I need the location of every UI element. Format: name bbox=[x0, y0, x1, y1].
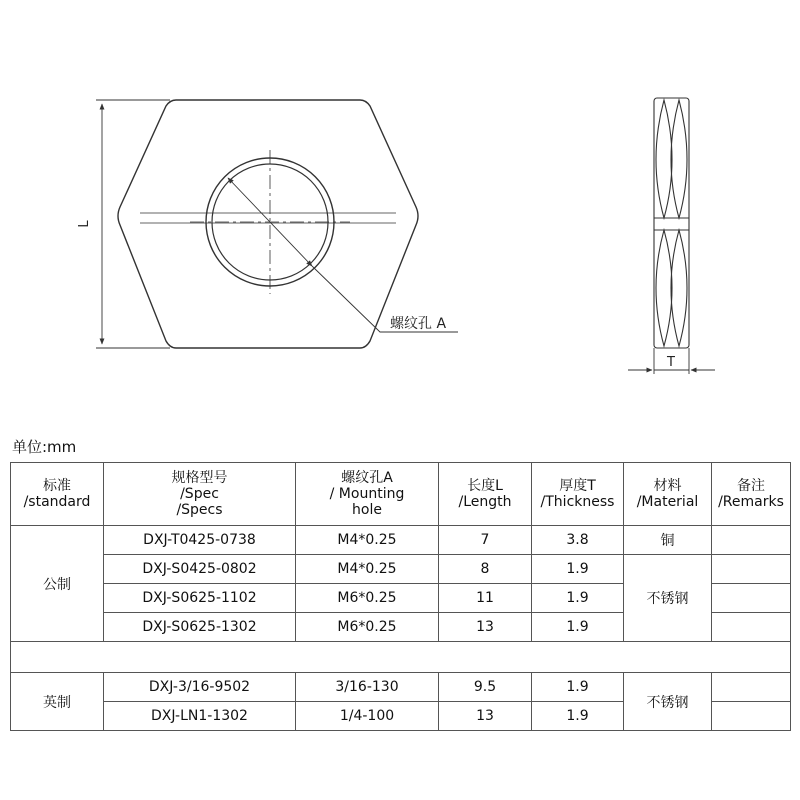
cell-thickness: 1.9 bbox=[532, 702, 624, 731]
spec-table bbox=[10, 462, 791, 731]
hole-label: 螺纹孔 A bbox=[390, 316, 447, 332]
header-material: 材料 /Material bbox=[624, 463, 712, 526]
cell-length: 8 bbox=[439, 555, 532, 584]
cell-spec: DXJ-S0425-0802 bbox=[104, 555, 296, 584]
cell-material: 铜 bbox=[624, 526, 712, 555]
cell-remarks bbox=[712, 702, 791, 731]
table-row bbox=[11, 526, 791, 555]
thickness-label: T bbox=[667, 355, 675, 370]
cell-material: 不锈钢 bbox=[624, 555, 712, 642]
cell-spec: DXJ-3/16-9502 bbox=[104, 673, 296, 702]
table-spacer-row bbox=[11, 642, 791, 673]
cell-remarks bbox=[712, 555, 791, 584]
cell-hole: M6*0.25 bbox=[296, 613, 439, 642]
group-imperial: 英制 bbox=[11, 673, 104, 731]
cell-material: 不锈钢 bbox=[624, 673, 712, 731]
unit-label: 单位:mm bbox=[12, 438, 77, 456]
cell-hole: M6*0.25 bbox=[296, 584, 439, 613]
header-hole: 螺纹孔A / Mounting hole bbox=[296, 463, 439, 526]
cell-spec: DXJ-S0625-1102 bbox=[104, 584, 296, 613]
table-row bbox=[11, 555, 791, 584]
length-label: L bbox=[77, 220, 92, 228]
hex-nut-side-view bbox=[654, 98, 689, 348]
cell-spec: DXJ-T0425-0738 bbox=[104, 526, 296, 555]
cell-thickness: 1.9 bbox=[532, 673, 624, 702]
hole-leader bbox=[228, 178, 458, 332]
cell-thickness: 3.8 bbox=[532, 526, 624, 555]
header-standard: 标准 /standard bbox=[11, 463, 104, 526]
header-thickness: 厚度T /Thickness bbox=[532, 463, 624, 526]
cell-spec: DXJ-LN1-1302 bbox=[104, 702, 296, 731]
hex-nut-front-view bbox=[118, 100, 418, 348]
group-metric: 公制 bbox=[11, 526, 104, 642]
header-spec: 规格型号 /Spec /Specs bbox=[104, 463, 296, 526]
header-length: 长度L /Length bbox=[439, 463, 532, 526]
table-header-row bbox=[11, 463, 791, 526]
table-row bbox=[11, 673, 791, 702]
cell-length: 13 bbox=[439, 702, 532, 731]
length-dimension bbox=[96, 100, 170, 348]
cell-spec: DXJ-S0625-1302 bbox=[104, 613, 296, 642]
cell-length: 13 bbox=[439, 613, 532, 642]
cell-length: 11 bbox=[439, 584, 532, 613]
header-remarks: 备注 /Remarks bbox=[712, 463, 791, 526]
cell-thickness: 1.9 bbox=[532, 584, 624, 613]
cell-remarks bbox=[712, 673, 791, 702]
cell-hole: M4*0.25 bbox=[296, 526, 439, 555]
cell-hole: M4*0.25 bbox=[296, 555, 439, 584]
cell-thickness: 1.9 bbox=[532, 555, 624, 584]
cell-remarks bbox=[712, 526, 791, 555]
cell-hole: 1/4-100 bbox=[296, 702, 439, 731]
cell-remarks bbox=[712, 584, 791, 613]
cell-length: 7 bbox=[439, 526, 532, 555]
cell-thickness: 1.9 bbox=[532, 613, 624, 642]
cell-hole: 3/16-130 bbox=[296, 673, 439, 702]
cell-remarks bbox=[712, 613, 791, 642]
cell-length: 9.5 bbox=[439, 673, 532, 702]
